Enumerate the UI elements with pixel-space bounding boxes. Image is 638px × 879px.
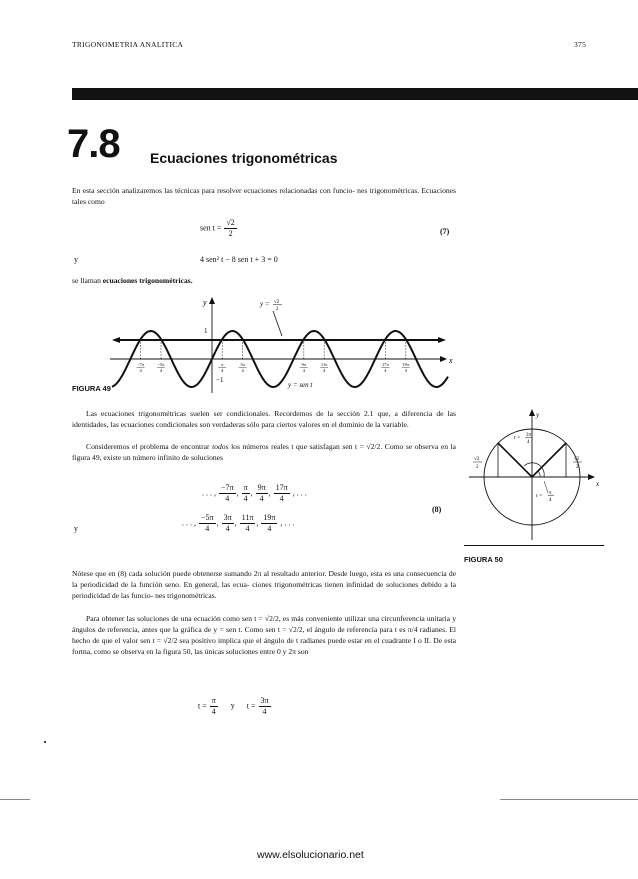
eq7-lhs: sen t =	[200, 223, 222, 233]
f49-tick-num-1: −7π	[137, 362, 145, 367]
f49-tick-den-7: 4	[384, 368, 387, 373]
f49-y-label: y	[203, 298, 207, 307]
named-term-pre: se llaman	[72, 276, 103, 285]
figure-50-rule	[464, 545, 604, 546]
f49-one-label: 1	[204, 327, 208, 335]
f49-x-label: x	[449, 356, 453, 365]
seq1-term-4: $\frac{17\pi}{4}$	[275, 483, 288, 503]
f49-tick-num-8: 19π	[402, 362, 410, 367]
solution-sequence-2: . . . , $\frac{-5\pi}{4}$ , $\frac{3\pi}{4}$ , $\frac{11\pi}{4}$ , $\frac{19\pi}{4}$ , . . .	[182, 513, 295, 533]
seq1-term-1: $\frac{-7\pi}{4}$	[221, 483, 234, 503]
para2-post: los números reales t que satisfagan sen t = √2/2. Como se observa en la figura 49, existe un número infinito de soluciones	[72, 442, 457, 462]
eq7-num: √2	[226, 218, 235, 227]
seq1-term-2: $\frac{\pi}{4}$	[243, 483, 248, 503]
f49-solution-markers	[141, 339, 406, 359]
f50-x-label: x	[596, 480, 600, 488]
f49-tick-num-3: π	[221, 362, 224, 367]
running-title: TRIGONOMETRIA ANALITICA	[72, 40, 184, 49]
f50-right-num: √2	[574, 457, 580, 462]
f50-y-arrow	[529, 409, 535, 416]
seq2-trail: , . . .	[280, 518, 295, 528]
footer-url: www.elsolucionario.net	[257, 849, 364, 861]
f49-minus-one-label: −1	[216, 376, 224, 384]
final-t1-lhs: t =	[198, 701, 207, 711]
seq2-term-4: $\frac{19\pi}{4}$	[263, 513, 276, 533]
f49-line-label: y =	[260, 300, 270, 308]
f50-t-bot-pointer	[544, 481, 548, 493]
seq2-term-2: $\frac{3\pi}{4}$	[223, 513, 232, 533]
f49-tick-4	[239, 362, 247, 373]
seq1-term-3: $\frac{9\pi}{4}$	[257, 483, 266, 503]
seq2-lead: . . . ,	[182, 518, 196, 528]
f49-tick-den-2: 4	[159, 368, 163, 373]
seq2-term-3: $\frac{11\pi}{4}$	[241, 513, 254, 533]
f49-tick-num-7: 17π	[382, 362, 389, 367]
f50-t-top-label: t =	[514, 435, 521, 441]
equation-7	[200, 218, 238, 239]
f49-y-arrow	[209, 297, 215, 304]
intro-paragraph: En esta sección analizaremos las técnicas para resolver ecuaciones relacionadas con funcio- nes trigonométricas. Ecuaciones tales como	[72, 186, 456, 206]
f50-t-bot-label: t =	[536, 493, 543, 499]
eq-y-connector: y	[74, 255, 78, 264]
f50-right-den: 2	[576, 465, 579, 470]
para2-pre: Consideremos el problema de encontrar	[86, 442, 213, 451]
f49-tick-7	[381, 362, 389, 373]
f49-line-den: 2	[276, 307, 279, 312]
paragraph-unit-circle: Para obtener las soluciones de una ecuación como sen t = √2/2, es más conveniente utilizar una circunferencia unitaria y ángulos de referencia, antes que la gráfica de y = sen t. Como sen t = √2/2, el ángulo de referencia para t es π/4 radianes. El hecho de que el valor sen t = √2/2 sea positivo implica que el ángulo de t radianes puede estar en el cuadrante I o II. De esta forma, como se observa en la figura 50, las únicas soluciones entre 0 y 2π son	[72, 614, 456, 656]
eq7-tag: (7)	[440, 227, 450, 236]
f49-tick-6	[320, 362, 328, 373]
section-title: Ecuaciones trigonométricas	[150, 150, 338, 166]
f49-tick-den-3: 4	[221, 368, 224, 373]
paragraph-periodicity: Nótese que en (8) cada solución puede obtenerse sumando 2π al resultado anterior. Desde luego, esta es una consecuencia de la periodicidad de la función seno. En general, las ecua- ciones trigonométricas tienen infinidad de soluciones debido a la periodicidad de las funcio- nes trigonométricas.	[72, 569, 456, 600]
scan-line-left	[0, 799, 30, 800]
eq8-tag: (8)	[432, 505, 442, 514]
paragraph-conditional: Las ecuaciones trigonométricas suelen ser condicionales. Recordemos de la sección 2.1 que, a diferencia de las identidades, las ecuaciones condicionales son verdaderas sólo para ciertos valores en el dominio de la variable.	[72, 409, 456, 429]
figure-49-graph	[110, 293, 455, 398]
f49-x-arrow	[440, 356, 447, 362]
f50-t-bot-num: π	[549, 491, 552, 496]
f49-tick-8	[402, 362, 410, 373]
f50-terminal-3pi4	[498, 443, 532, 477]
final-t2-frac: $\frac{3\pi}{4}$	[260, 696, 269, 716]
figure-49-label: FIGURA 49	[72, 384, 111, 393]
f49-tick-den-6: 4	[323, 368, 326, 373]
f49-tick-5	[300, 362, 308, 373]
page-number: 375	[574, 40, 587, 49]
f49-tick-num-4: 3π	[240, 362, 245, 367]
f50-terminal-pi4	[532, 443, 566, 477]
f50-left-num: √2	[474, 457, 480, 462]
f49-curve-label: y = sen t	[288, 381, 313, 389]
f49-tick-1	[137, 362, 145, 373]
f49-tick-num-5: 9π	[301, 362, 307, 367]
final-connector: y	[230, 701, 235, 711]
final-t2-lhs: t =	[246, 701, 256, 711]
final-solutions	[198, 696, 272, 717]
f50-left-den: 2	[476, 465, 479, 470]
section-number: 7.8	[67, 122, 120, 166]
final-t1-frac: $\frac{\pi}{4}$	[211, 696, 216, 716]
f50-x-arrow	[588, 474, 595, 480]
f50-t-top-num: 3π	[526, 433, 532, 438]
figure-50-label: FIGURA 50	[464, 555, 503, 564]
f49-level-left-arrow	[112, 337, 120, 343]
f50-arc-pi4	[538, 471, 540, 477]
f50-t-top-den: 4	[527, 440, 530, 445]
solution-sequence-1: . . . , $\frac{-7\pi}{4}$ , $\frac{\pi}{4}$ , $\frac{9\pi}{4}$ , $\frac{17\pi}{4}$ , . . .	[202, 483, 307, 503]
f49-tick-num-2: −5π	[157, 362, 165, 367]
f49-level-right-arrow	[438, 337, 446, 343]
eq7-den: 2	[228, 229, 233, 238]
f49-tick-den-1: 4	[139, 368, 142, 373]
named-term-line	[72, 275, 193, 286]
f49-tick-den-5: 4	[302, 368, 305, 373]
seq-y-connector: y	[74, 524, 78, 533]
seq1-lead: . . . ,	[202, 488, 216, 498]
f49-tick-2	[157, 362, 165, 373]
f49-tick-num-6: 11π	[320, 362, 328, 367]
scan-line-right	[500, 799, 638, 800]
para2-em: todos	[212, 442, 229, 451]
eq7-fraction	[224, 218, 236, 239]
f49-line-num: √2	[274, 300, 280, 305]
scan-speck	[44, 741, 46, 743]
paragraph-consider	[72, 441, 456, 463]
f49-line-pointer	[273, 311, 282, 336]
named-term-bold: ecuaciones trigonométricas.	[102, 276, 193, 285]
f49-tick-3	[218, 362, 226, 373]
equation-quadratic: 4 sen² t − 8 sen t + 3 = 0	[200, 255, 278, 264]
f50-y-label: y	[536, 411, 540, 419]
f49-tick-den-4: 4	[241, 368, 244, 373]
figure-50-graph	[464, 405, 604, 555]
f49-tick-den-8: 4	[404, 368, 407, 373]
f50-t-bot-den: 4	[549, 498, 552, 503]
header-rule	[72, 88, 638, 100]
seq2-term-1: $\frac{-5\pi}{4}$	[201, 513, 214, 533]
seq1-trail: , . . .	[292, 488, 307, 498]
